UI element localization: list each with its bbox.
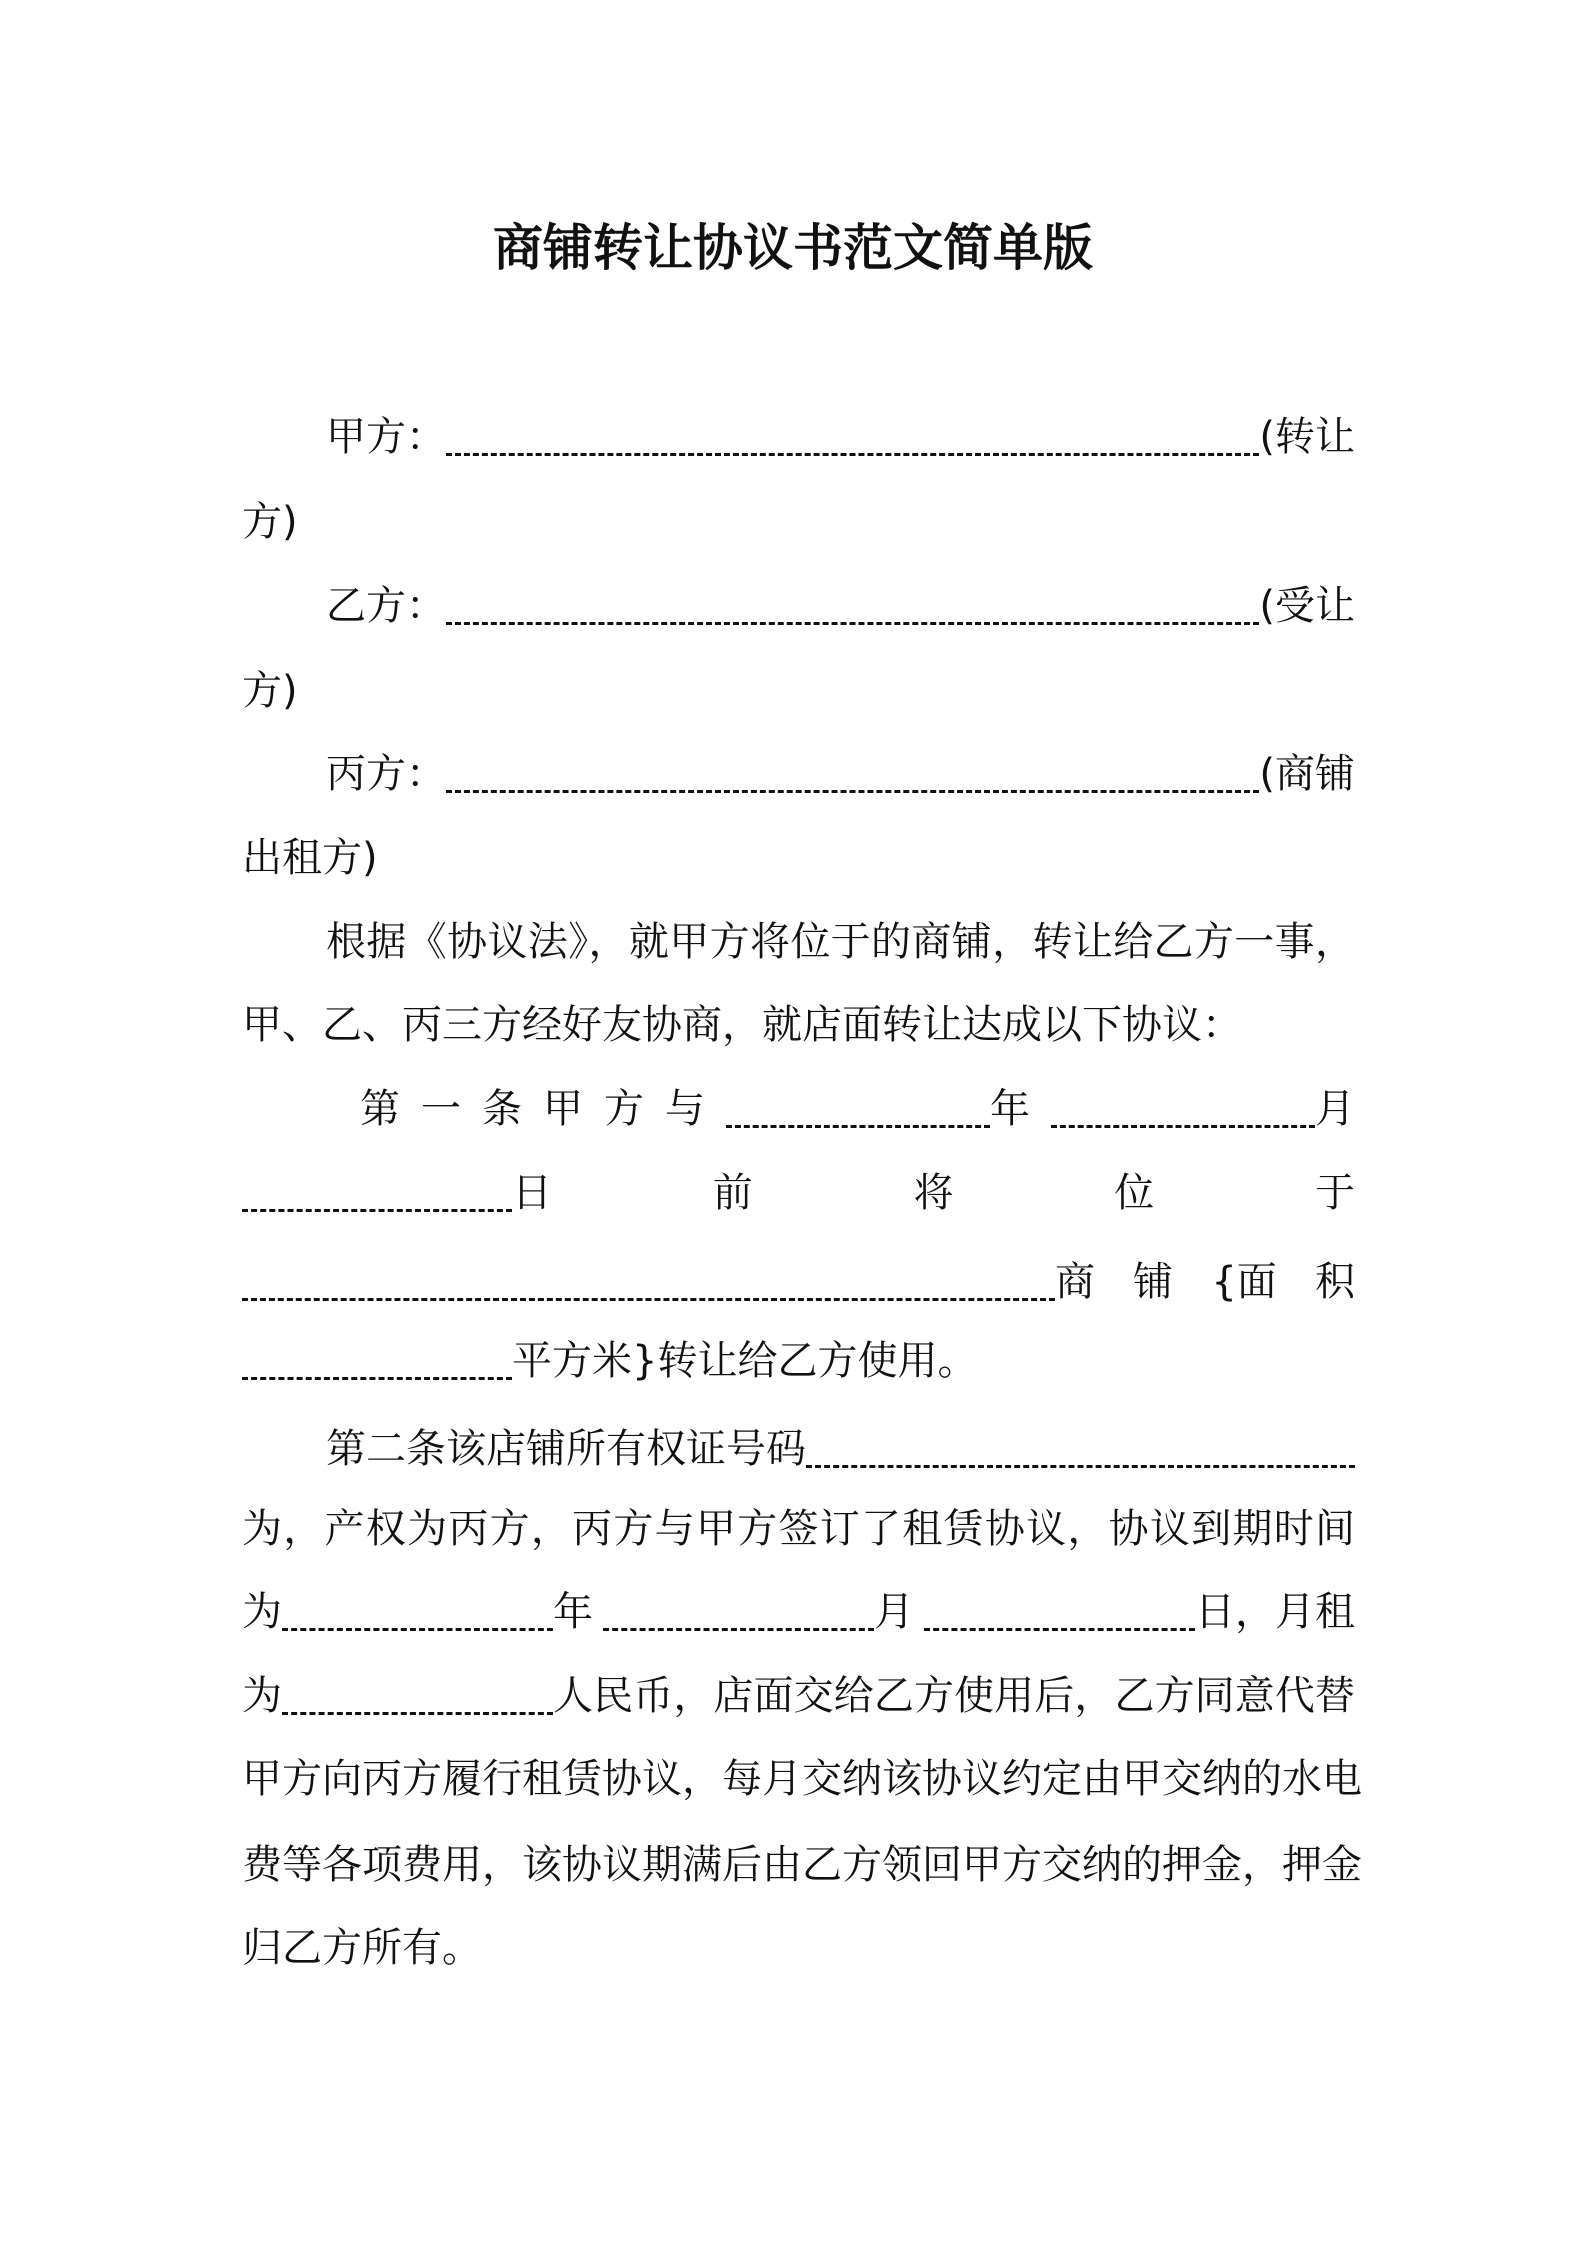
party-c-label: 丙方： bbox=[326, 751, 446, 797]
certificate-number-blank[interactable] bbox=[806, 1457, 1355, 1468]
article1-line-2 bbox=[242, 1168, 1355, 1218]
day-label: 日，月租 bbox=[1195, 1589, 1355, 1635]
party-b-suffix: (受让 bbox=[1259, 583, 1355, 629]
article1-char: 第 bbox=[360, 1086, 400, 1132]
article2-text: 第二条该店铺所有权证号码 bbox=[326, 1426, 806, 1472]
party-b-cont: 方) bbox=[242, 668, 298, 714]
article1-char: 与 bbox=[665, 1086, 705, 1132]
party-b-line bbox=[326, 581, 1355, 631]
article1-char: 条 bbox=[482, 1086, 522, 1132]
expiry-day-blank[interactable] bbox=[924, 1620, 1195, 1631]
article1-char: 铺 bbox=[1133, 1259, 1174, 1305]
article1-char: 方 bbox=[604, 1086, 644, 1132]
article1-text: 平方米}转让给乙方使用。 bbox=[512, 1338, 978, 1384]
article2-text: 人民币，店面交给乙方使用后，乙方同意代替 bbox=[553, 1673, 1355, 1719]
article1-char: 甲 bbox=[543, 1086, 583, 1132]
year-blank[interactable] bbox=[726, 1117, 990, 1128]
intro-line-1: 根据《协议法》，就甲方将位于的商铺，转让给乙方一事， bbox=[326, 919, 1355, 965]
article1-char: 一 bbox=[421, 1086, 461, 1132]
article2-line-1 bbox=[326, 1424, 1355, 1474]
party-a-suffix: (转让 bbox=[1259, 414, 1355, 460]
article1-char: 积 bbox=[1314, 1259, 1355, 1305]
article2-text: 为 bbox=[242, 1589, 282, 1635]
article1-char: 位 bbox=[1114, 1170, 1155, 1216]
article2-text: 为 bbox=[242, 1673, 282, 1719]
article1-char: 于 bbox=[1315, 1170, 1355, 1216]
day-blank[interactable] bbox=[242, 1201, 512, 1212]
article1-line-4 bbox=[242, 1336, 1355, 1386]
article1-char: 将 bbox=[913, 1170, 954, 1216]
article2-line-7: 归乙方所有。 bbox=[242, 1925, 482, 1971]
party-c-suffix: (商铺 bbox=[1259, 751, 1355, 797]
month-label: 月 bbox=[1315, 1086, 1355, 1132]
party-c-blank[interactable] bbox=[446, 782, 1259, 793]
location-blank[interactable] bbox=[242, 1290, 1055, 1301]
document-title: 商铺转让协议书范文简单版 bbox=[493, 219, 1093, 277]
article2-line-6: 费等各项费用，该协议期满后由乙方领回甲方交纳的押金，押金 bbox=[242, 1842, 1362, 1888]
expiry-year-blank[interactable] bbox=[282, 1620, 553, 1631]
area-blank[interactable] bbox=[242, 1369, 512, 1380]
year-label: 年 bbox=[553, 1589, 593, 1635]
day-label: 日 bbox=[512, 1170, 552, 1216]
expiry-month-blank[interactable] bbox=[603, 1620, 874, 1631]
party-a-blank[interactable] bbox=[446, 445, 1259, 456]
party-c-line bbox=[326, 749, 1355, 799]
party-c-cont: 出租方) bbox=[242, 835, 378, 881]
party-a-cont: 方) bbox=[242, 499, 298, 545]
article1-line-1 bbox=[360, 1084, 1355, 1134]
party-a-line bbox=[326, 412, 1355, 462]
article1-line-3 bbox=[242, 1257, 1355, 1307]
article1-char: {面 bbox=[1211, 1259, 1277, 1305]
intro-line-2: 甲、乙、丙三方经好友协商，就店面转让达成以下协议： bbox=[242, 1002, 1242, 1048]
article1-char: 前 bbox=[712, 1170, 753, 1216]
party-b-blank[interactable] bbox=[446, 614, 1259, 625]
article2-line-4 bbox=[242, 1671, 1355, 1721]
year-label: 年 bbox=[990, 1086, 1030, 1132]
rent-blank[interactable] bbox=[282, 1704, 553, 1715]
party-a-label: 甲方： bbox=[326, 414, 446, 460]
article2-line-3 bbox=[242, 1587, 1355, 1637]
month-blank[interactable] bbox=[1051, 1117, 1315, 1128]
article2-line-2: 为，产权为丙方，丙方与甲方签订了租赁协议，协议到期时间 bbox=[242, 1506, 1355, 1552]
month-label: 月 bbox=[874, 1589, 914, 1635]
article1-char: 商 bbox=[1055, 1259, 1095, 1305]
article2-line-5: 甲方向丙方履行租赁协议，每月交纳该协议约定由甲交纳的水电 bbox=[242, 1756, 1362, 1802]
party-b-label: 乙方： bbox=[326, 583, 446, 629]
